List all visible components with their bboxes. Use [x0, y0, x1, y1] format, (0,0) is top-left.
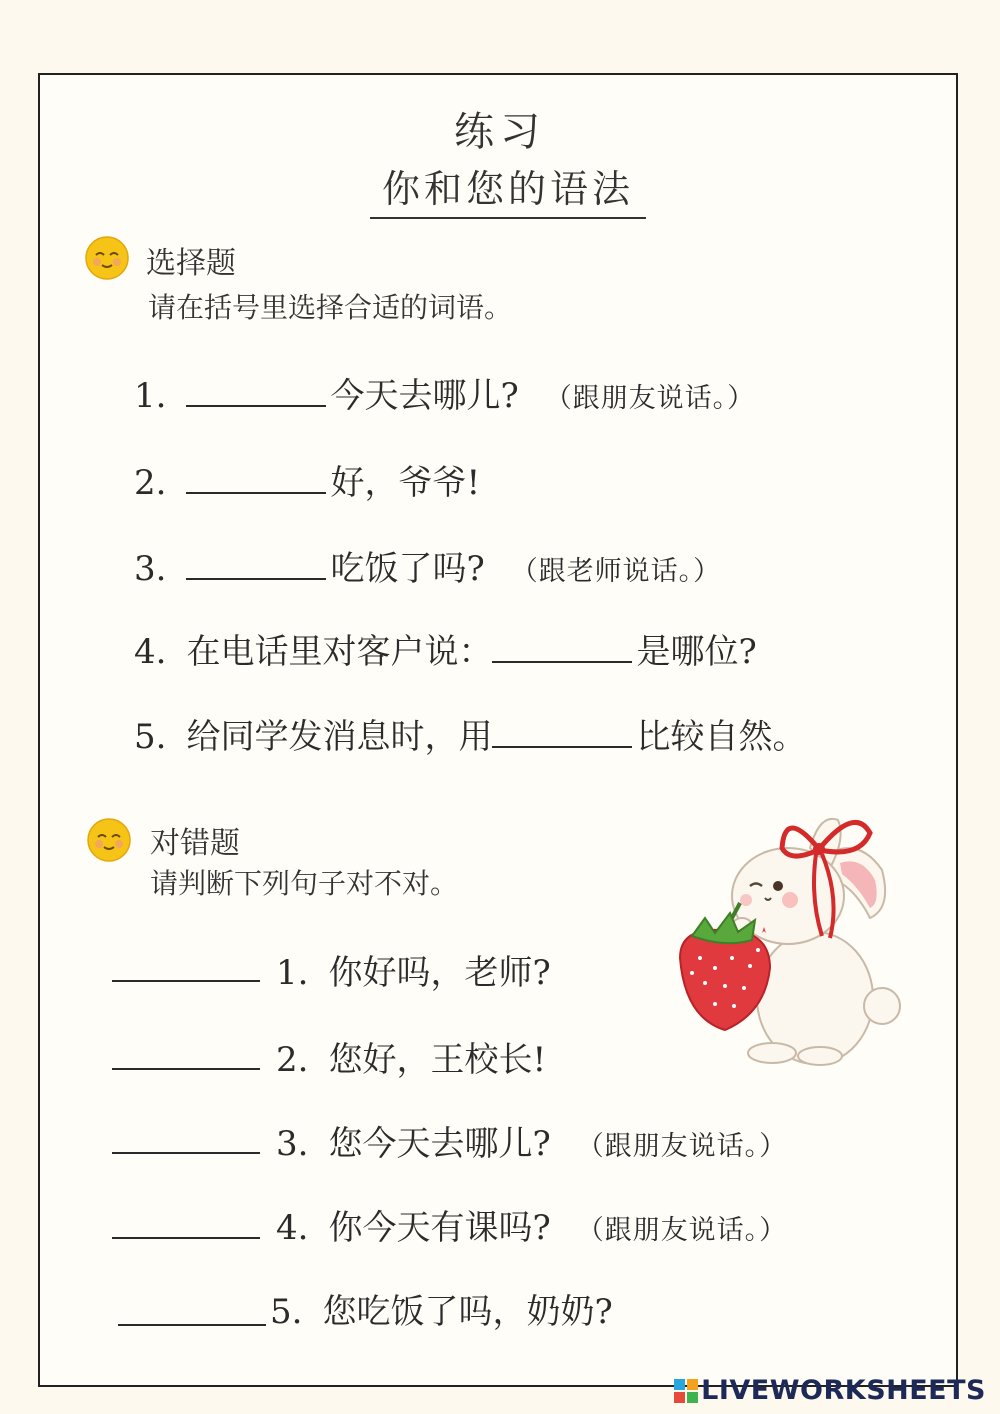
question-text: 你今天有课吗? — [328, 1208, 551, 1248]
question-text: 今天去哪儿? — [330, 376, 519, 416]
question-note: （跟朋友说话。） — [576, 1131, 788, 1162]
tf-question-1 — [276, 945, 551, 994]
answer-blank[interactable] — [112, 1068, 260, 1070]
answer-blank[interactable] — [112, 980, 260, 982]
page-subtitle: 你和您的语法 — [370, 158, 646, 219]
answer-blank[interactable] — [186, 464, 326, 494]
answer-blank[interactable] — [112, 1152, 260, 1154]
question-number: 2. — [276, 1040, 309, 1080]
question-text: 好，爷爷! — [330, 463, 481, 503]
liveworksheets-watermark[interactable] — [674, 1375, 986, 1406]
tf-question-3 — [276, 1116, 787, 1165]
question-text: 是哪位? — [636, 632, 757, 672]
answer-blank[interactable] — [186, 550, 326, 580]
question-note: （跟老师说话。） — [510, 556, 722, 587]
section1-title: 选择题 — [146, 246, 236, 281]
question-number: 5. — [134, 717, 167, 757]
choice-question-4 — [134, 624, 757, 673]
question-note: （跟朋友说话。） — [544, 383, 756, 414]
question-text: 您好，王校长! — [328, 1040, 547, 1080]
question-number: 4. — [134, 632, 167, 672]
question-number: 3. — [134, 549, 167, 589]
answer-blank[interactable] — [118, 1324, 266, 1326]
section2-title: 对错题 — [150, 826, 240, 861]
watermark-text: LIVEWORKSHEETS — [701, 1375, 986, 1406]
answer-blank[interactable] — [112, 1237, 260, 1239]
choice-question-1 — [134, 368, 755, 417]
section1-instruction: 请在括号里选择合适的词语。 — [148, 291, 513, 324]
bunny-strawberry-illustration — [670, 808, 910, 1070]
question-text: 您吃饭了吗，奶奶? — [322, 1292, 613, 1332]
choice-question-5 — [134, 709, 806, 758]
page-title: 练习 — [454, 109, 546, 155]
question-number: 4. — [276, 1208, 309, 1248]
answer-blank[interactable] — [492, 633, 632, 663]
question-text: 您今天去哪儿? — [328, 1124, 551, 1164]
question-text: 比较自然。 — [636, 717, 807, 757]
tf-question-4 — [276, 1200, 787, 1249]
answer-blank[interactable] — [186, 377, 326, 407]
question-number: 1. — [276, 953, 309, 993]
question-text: 吃饭了吗? — [330, 549, 485, 589]
tf-question-5 — [270, 1284, 613, 1333]
smiley-face-icon — [86, 817, 132, 863]
liveworksheets-logo-icon — [674, 1379, 698, 1403]
choice-question-2 — [134, 455, 480, 504]
question-number: 2. — [134, 463, 167, 503]
question-text-before: 在电话里对客户说： — [186, 632, 493, 672]
choice-question-3 — [134, 541, 721, 590]
section2-instruction: 请判断下列句子对不对。 — [150, 867, 459, 900]
answer-blank[interactable] — [492, 718, 632, 748]
question-number: 1. — [134, 376, 167, 416]
question-number: 3. — [276, 1124, 309, 1164]
tf-question-2 — [276, 1032, 546, 1081]
question-text: 你好吗，老师? — [328, 953, 551, 993]
question-note: （跟朋友说话。） — [576, 1215, 788, 1246]
question-text-before: 给同学发消息时，用 — [186, 717, 493, 757]
smiley-face-icon — [84, 235, 130, 281]
question-number: 5. — [270, 1292, 303, 1332]
